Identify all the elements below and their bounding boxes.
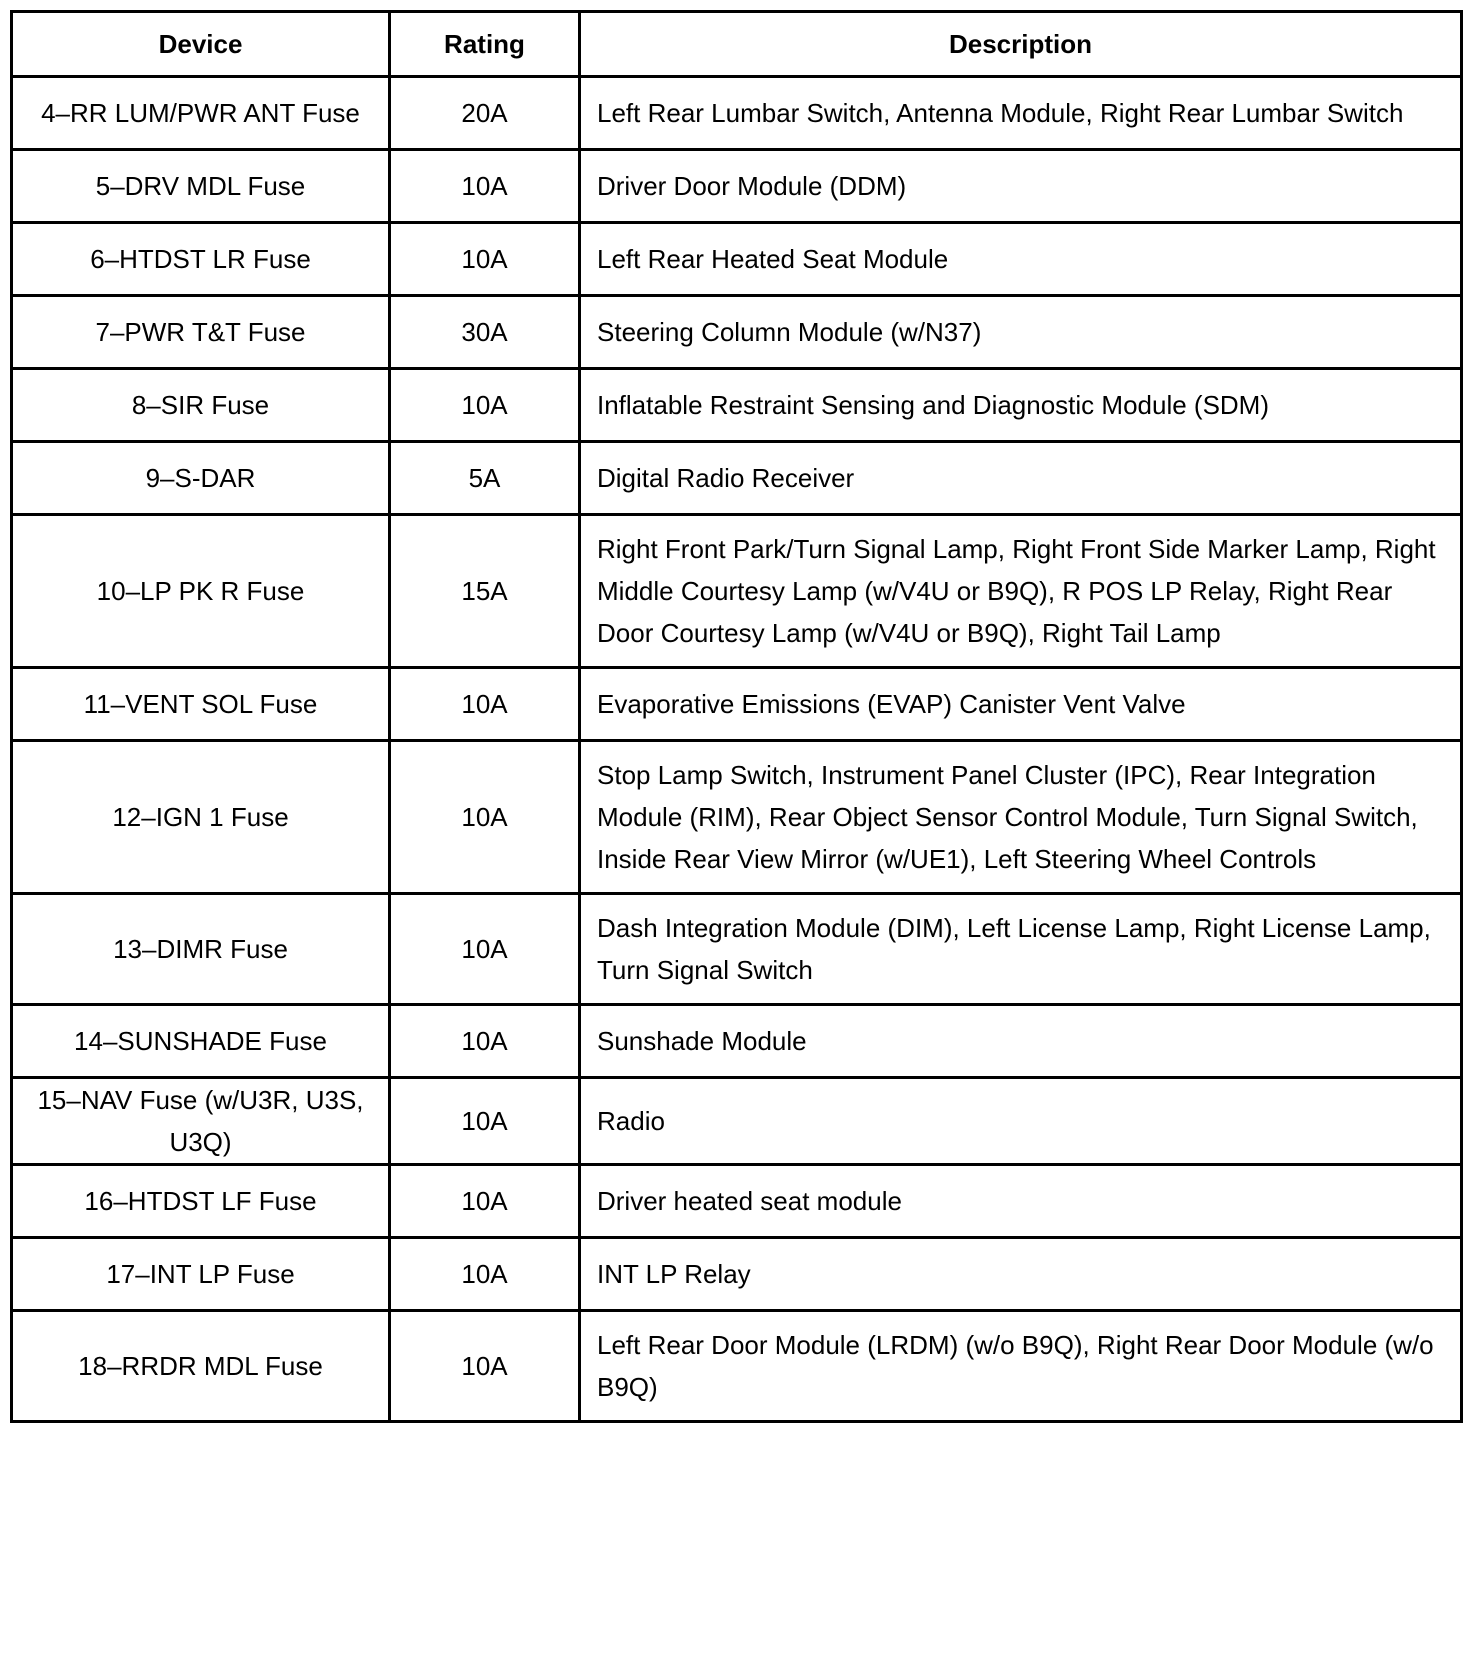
description-cell: Steering Column Module (w/N37) <box>580 296 1462 369</box>
header-device: Device <box>12 12 390 77</box>
description-cell: Radio <box>580 1078 1462 1165</box>
table-row <box>12 77 1462 150</box>
table-row <box>12 1311 1462 1422</box>
device-cell: 12–IGN 1 Fuse <box>12 741 390 894</box>
device-cell: 18–RRDR MDL Fuse <box>12 1311 390 1422</box>
rating-cell: 10A <box>390 1238 580 1311</box>
table-row <box>12 1238 1462 1311</box>
description-cell: Inflatable Restraint Sensing and Diagnostic Module (SDM) <box>580 369 1462 442</box>
table-row <box>12 1165 1462 1238</box>
table-row <box>12 296 1462 369</box>
device-cell: 15–NAV Fuse (w/U3R, U3S, U3Q) <box>12 1078 390 1165</box>
table-row <box>12 150 1462 223</box>
device-cell: 4–RR LUM/PWR ANT Fuse <box>12 77 390 150</box>
table-row <box>12 223 1462 296</box>
rating-cell: 10A <box>390 894 580 1005</box>
rating-cell: 10A <box>390 223 580 296</box>
header-rating: Rating <box>390 12 580 77</box>
table-row <box>12 515 1462 668</box>
description-cell: Stop Lamp Switch, Instrument Panel Cluster (IPC), Rear Integration Module (RIM), Rear Object Sensor Control Module, Turn Signal Switch, Inside Rear View Mirror (w/UE1), Left Steering Wheel Controls <box>580 741 1462 894</box>
device-cell: 11–VENT SOL Fuse <box>12 668 390 741</box>
rating-cell: 20A <box>390 77 580 150</box>
device-cell: 17–INT LP Fuse <box>12 1238 390 1311</box>
device-cell: 6–HTDST LR Fuse <box>12 223 390 296</box>
rating-cell: 10A <box>390 1311 580 1422</box>
device-cell: 13–DIMR Fuse <box>12 894 390 1005</box>
description-cell: Evaporative Emissions (EVAP) Canister Vent Valve <box>580 668 1462 741</box>
description-cell: Left Rear Lumbar Switch, Antenna Module, Right Rear Lumbar Switch <box>580 77 1462 150</box>
rating-cell: 15A <box>390 515 580 668</box>
table-body <box>12 77 1462 1422</box>
device-cell: 8–SIR Fuse <box>12 369 390 442</box>
description-cell: Right Front Park/Turn Signal Lamp, Right Front Side Marker Lamp, Right Middle Courtesy Lamp (w/V4U or B9Q), R POS LP Relay, Right Rear Door Courtesy Lamp (w/V4U or B9Q), Right Tail Lamp <box>580 515 1462 668</box>
fuse-table <box>10 10 1463 1423</box>
description-cell: Left Rear Heated Seat Module <box>580 223 1462 296</box>
description-cell: Digital Radio Receiver <box>580 442 1462 515</box>
header-description: Description <box>580 12 1462 77</box>
rating-cell: 5A <box>390 442 580 515</box>
device-cell: 16–HTDST LF Fuse <box>12 1165 390 1238</box>
device-cell: 10–LP PK R Fuse <box>12 515 390 668</box>
table-row <box>12 1078 1462 1165</box>
device-cell: 7–PWR T&T Fuse <box>12 296 390 369</box>
table-header-row <box>12 12 1462 77</box>
table-row <box>12 741 1462 894</box>
rating-cell: 30A <box>390 296 580 369</box>
description-cell: Driver Door Module (DDM) <box>580 150 1462 223</box>
description-cell: INT LP Relay <box>580 1238 1462 1311</box>
device-cell: 5–DRV MDL Fuse <box>12 150 390 223</box>
description-cell: Sunshade Module <box>580 1005 1462 1078</box>
rating-cell: 10A <box>390 741 580 894</box>
rating-cell: 10A <box>390 369 580 442</box>
rating-cell: 10A <box>390 1078 580 1165</box>
device-cell: 14–SUNSHADE Fuse <box>12 1005 390 1078</box>
table-row <box>12 894 1462 1005</box>
device-cell: 9–S-DAR <box>12 442 390 515</box>
rating-cell: 10A <box>390 1005 580 1078</box>
description-cell: Driver heated seat module <box>580 1165 1462 1238</box>
rating-cell: 10A <box>390 1165 580 1238</box>
description-cell: Dash Integration Module (DIM), Left License Lamp, Right License Lamp, Turn Signal Switch <box>580 894 1462 1005</box>
table-row <box>12 1005 1462 1078</box>
table-row <box>12 369 1462 442</box>
table-row <box>12 442 1462 515</box>
table-row <box>12 668 1462 741</box>
rating-cell: 10A <box>390 150 580 223</box>
rating-cell: 10A <box>390 668 580 741</box>
description-cell: Left Rear Door Module (LRDM) (w/o B9Q), Right Rear Door Module (w/o B9Q) <box>580 1311 1462 1422</box>
